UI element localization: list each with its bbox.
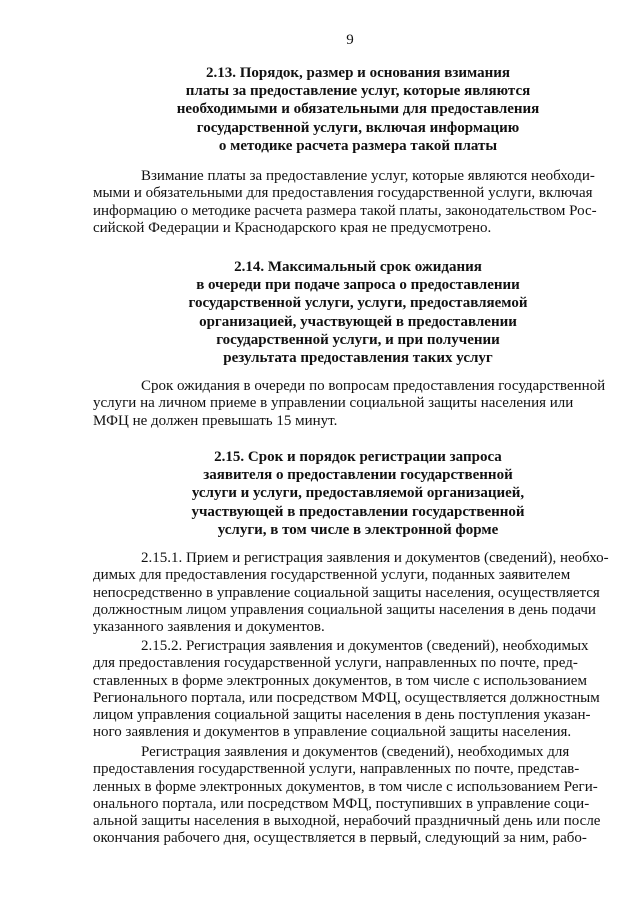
paragraph-registration-nonworking	[93, 744, 613, 848]
heading-line: государственной услуги, и при получении	[216, 331, 500, 348]
heading-line: государственной услуги, услуги, предоставляемой	[188, 295, 528, 312]
heading-line: в очереди при подаче запроса о предоставлении	[196, 277, 520, 294]
body-line: ного заявления и документов в управление социальной защиты населения.	[93, 724, 572, 741]
body-line: указанного заявления и документов.	[93, 619, 325, 636]
section-2-15-heading	[80, 448, 636, 539]
body-line: 2.15.2. Регистрация заявления и документов (сведений), необходимых	[141, 638, 589, 654]
body-line: Регионального портала, или посредством МФЦ, осуществляется должностным	[93, 689, 600, 706]
body-line: димых для предоставления государственной услуги, поданных заявителем	[93, 567, 571, 584]
paragraph-2-15-2	[93, 638, 613, 742]
section-2-14-heading	[80, 258, 636, 367]
page-number: 9	[346, 32, 354, 48]
heading-line: организацией, участвующей в предоставлении	[199, 313, 517, 330]
heading-line: платы за предоставление услуг, которые являются	[185, 83, 531, 100]
section-2-13-heading	[80, 64, 636, 155]
body-line: мыми и обязательными для предоставления государственной услуги, включая	[93, 185, 593, 202]
body-line: информацию о методике расчета размера такой платы, законодательством Рос-	[93, 202, 597, 219]
body-line: услуги на личном приеме в управлении социальной защиты населения или	[93, 395, 574, 412]
body-line: онального портала, или посредством МФЦ, поступивших в управление соци-	[93, 795, 590, 812]
body-line: ставленных в форме электронных документов, в том числе с использованием	[93, 672, 587, 689]
body-line: ленных в форме электронных документов, в том числе с использованием Реги-	[93, 778, 598, 795]
section-2-13-body	[93, 168, 613, 237]
heading-line: услуги и услуги, предоставляемой организацией,	[191, 485, 525, 502]
body-line: непосредственно в управление социальной защиты населения, осуществляется	[93, 584, 600, 601]
heading-line: 2.14. Максимальный срок ожидания	[234, 259, 482, 275]
body-line: МФЦ не должен превышать 15 минут.	[93, 412, 338, 429]
body-line: предоставления государственной услуги, направленных по почте, представ-	[93, 761, 580, 778]
body-line: для предоставления государственной услуги, направленных по почте, пред-	[93, 655, 578, 672]
heading-line: необходимыми и обязательными для предоставления	[176, 101, 540, 118]
section-2-14-body	[93, 378, 613, 430]
body-line: Взимание платы за предоставление услуг, которые являются необходи-	[141, 168, 595, 184]
body-line: сийской Федерации и Краснодарского края не предусмотрено.	[93, 219, 492, 236]
body-line: 2.15.1. Прием и регистрация заявления и документов (сведений), необхо-	[141, 550, 609, 566]
body-line: альной защиты населения в выходной, нерабочий праздничный день или после	[93, 813, 601, 830]
heading-line: заявителя о предоставлении государственной	[203, 467, 513, 484]
body-line: Срок ожидания в очереди по вопросам предоставления государственной	[141, 378, 606, 394]
heading-line: 2.13. Порядок, размер и основания взимания	[205, 65, 511, 81]
paragraph-2-15-1	[93, 550, 613, 636]
body-line: окончания рабочего дня, осуществляется в первый, следующий за ним, рабо-	[93, 830, 587, 847]
body-line: должностным лицом управления социальной защиты населения в день подачи	[93, 601, 596, 618]
body-line: лицом управления социальной защиты населения в день поступления указан-	[93, 707, 591, 724]
heading-line: участвующей в предоставлении государственной	[191, 503, 525, 520]
heading-line: государственной услуги, включая информацию	[196, 119, 520, 136]
heading-line: услуги, в том числе в электронной форме	[217, 521, 499, 538]
body-line: Регистрация заявления и документов (сведений), необходимых для	[141, 744, 570, 760]
heading-line: о методике расчета размера такой платы	[218, 137, 498, 154]
heading-line: результата предоставления таких услуг	[223, 350, 493, 367]
heading-line: 2.15. Срок и порядок регистрации запроса	[214, 449, 502, 465]
